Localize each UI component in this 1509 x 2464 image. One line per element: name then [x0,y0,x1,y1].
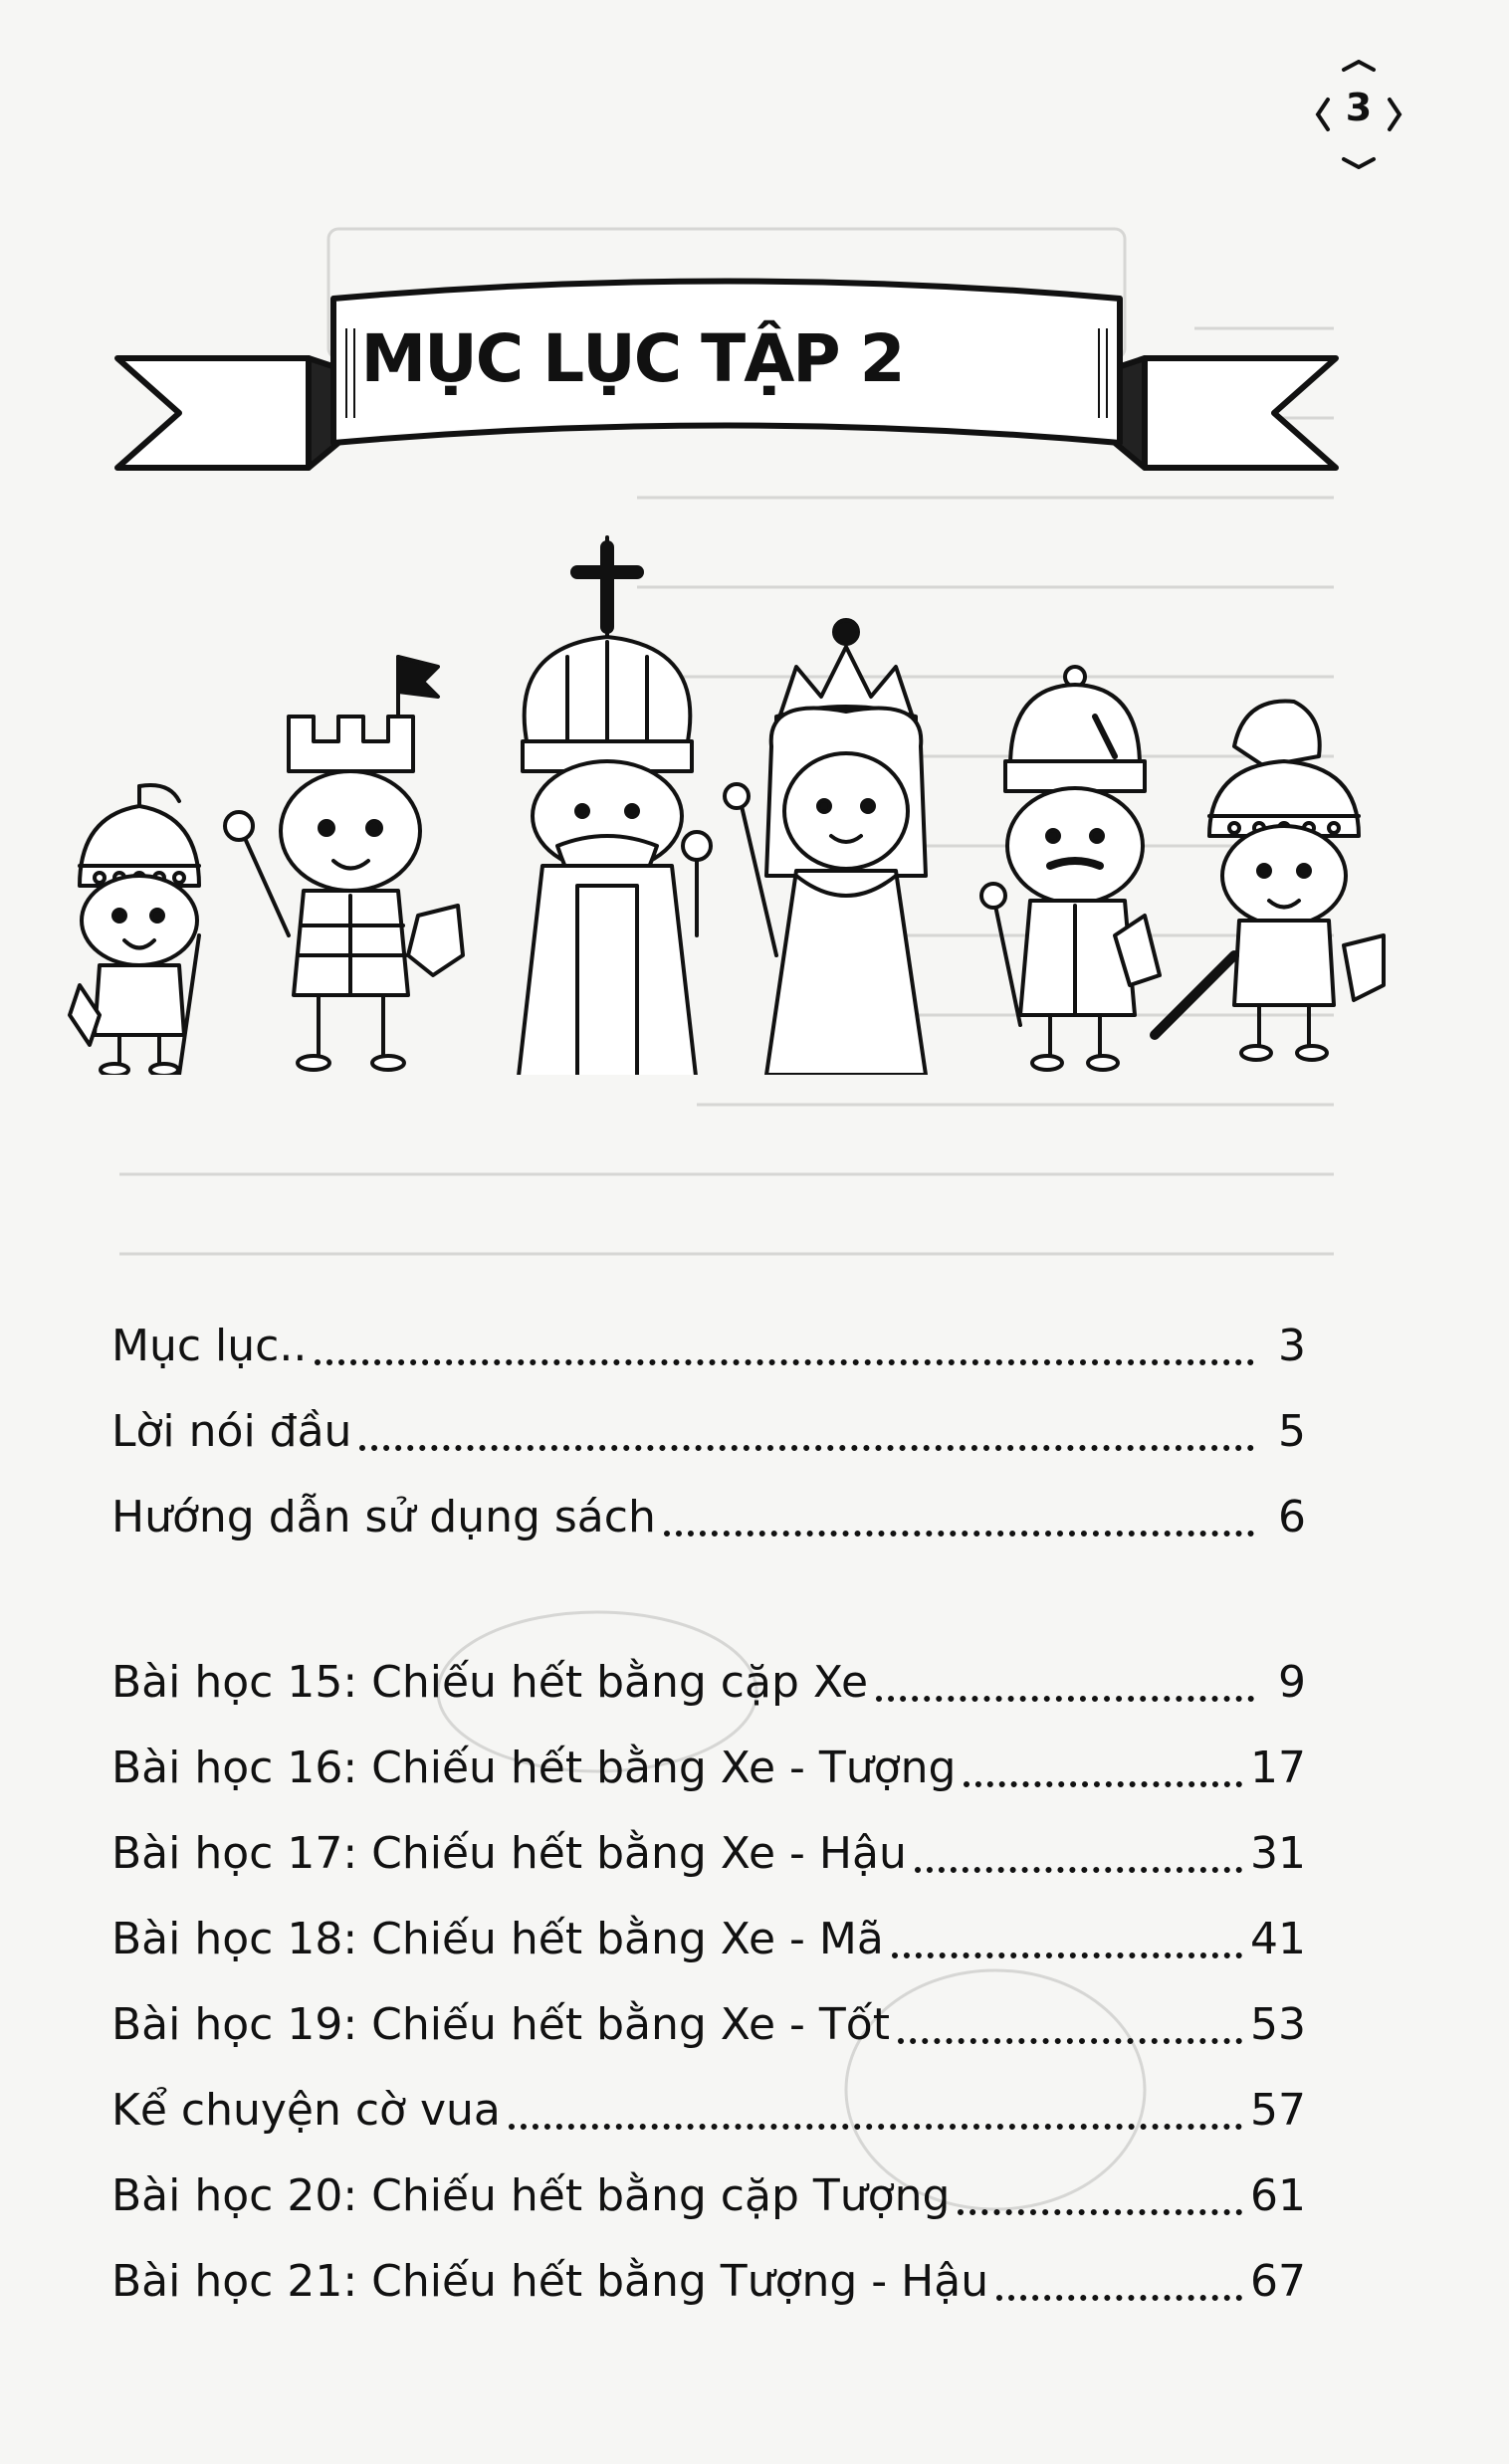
toc-entry-label: Bài học 20: Chiếu hết bằng cặp Tượng [111,2170,951,2221]
toc-entry[interactable] [111,1726,1306,1811]
dot-leader [892,1952,1242,1958]
toc-entry-label: Bài học 17: Chiếu hết bằng Xe - Hậu [111,1828,907,1879]
toc-entry-page: 53 [1250,1999,1306,2050]
toc-entry-page: 61 [1250,2170,1306,2221]
toc-entry[interactable] [111,2068,1306,2154]
knight-icon [1155,702,1384,1060]
dot-leader [664,1531,1254,1537]
toc-entry-page: 5 [1278,1406,1306,1457]
toc-entry-label: Kể chuyện cờ vua [111,2085,501,2136]
page-number-badge [1314,60,1403,169]
toc-entry-label: Bài học 19: Chiếu hết bằng Xe - Tốt [111,1999,890,2050]
toc-entry-label: Bài học 18: Chiếu hết bằng Xe - Mã [111,1914,884,1964]
toc-entry[interactable] [111,1897,1306,1982]
toc-entry-page: 57 [1250,2085,1306,2136]
toc-entry-page: 3 [1278,1321,1306,1371]
dot-leader [958,2209,1242,2215]
toc-entry[interactable] [111,1811,1306,1897]
toc-entry-label: Bài học 21: Chiếu hết bằng Tượng - Hậu [111,2256,989,2307]
toc-entry-page: 67 [1250,2256,1306,2307]
toc-entry[interactable] [111,1640,1306,1726]
dot-leader [359,1445,1254,1451]
toc-entry-label: Mục lục.. [111,1321,308,1371]
dot-leader [915,1867,1242,1873]
chess-characters-illustration [40,517,1413,1075]
pawn-knight-icon [70,785,199,1075]
toc-entry[interactable] [111,1389,1306,1475]
dot-leader [509,2124,1242,2130]
page-number: 3 [1345,86,1373,129]
toc-entry-page: 6 [1278,1492,1306,1542]
toc-entry[interactable] [111,2239,1306,2325]
queen-icon [725,620,926,1075]
toc-entry-label: Lời nói đầu [111,1406,352,1457]
table-of-contents [111,1304,1306,2325]
toc-entry[interactable] [111,2154,1306,2239]
page-title: MỤC LỤC TẬP 2 [360,320,904,397]
rook-icon [225,657,463,1070]
dot-leader [964,1781,1242,1787]
toc-entry-page: 17 [1250,1743,1306,1793]
dot-leader [315,1359,1254,1365]
dot-leader [876,1696,1254,1702]
toc-entry-page: 31 [1250,1828,1306,1879]
toc-entry-label: Bài học 15: Chiếu hết bằng cặp Xe [111,1657,869,1708]
toc-entry-page: 9 [1278,1657,1306,1708]
dot-leader [996,2295,1242,2301]
dot-leader [898,2038,1242,2044]
toc-entry[interactable] [111,1475,1306,1560]
toc-entry-label: Bài học 16: Chiếu hết bằng Xe - Tượng [111,1743,957,1793]
king-icon [518,537,711,1075]
toc-entry-page: 41 [1250,1914,1306,1964]
toc-entry-label: Hướng dẫn sử dụng sách [111,1492,656,1542]
toc-entry[interactable] [111,1304,1306,1389]
bishop-icon [981,667,1160,1070]
section-spacer [111,1560,1306,1640]
toc-entry[interactable] [111,1982,1306,2068]
